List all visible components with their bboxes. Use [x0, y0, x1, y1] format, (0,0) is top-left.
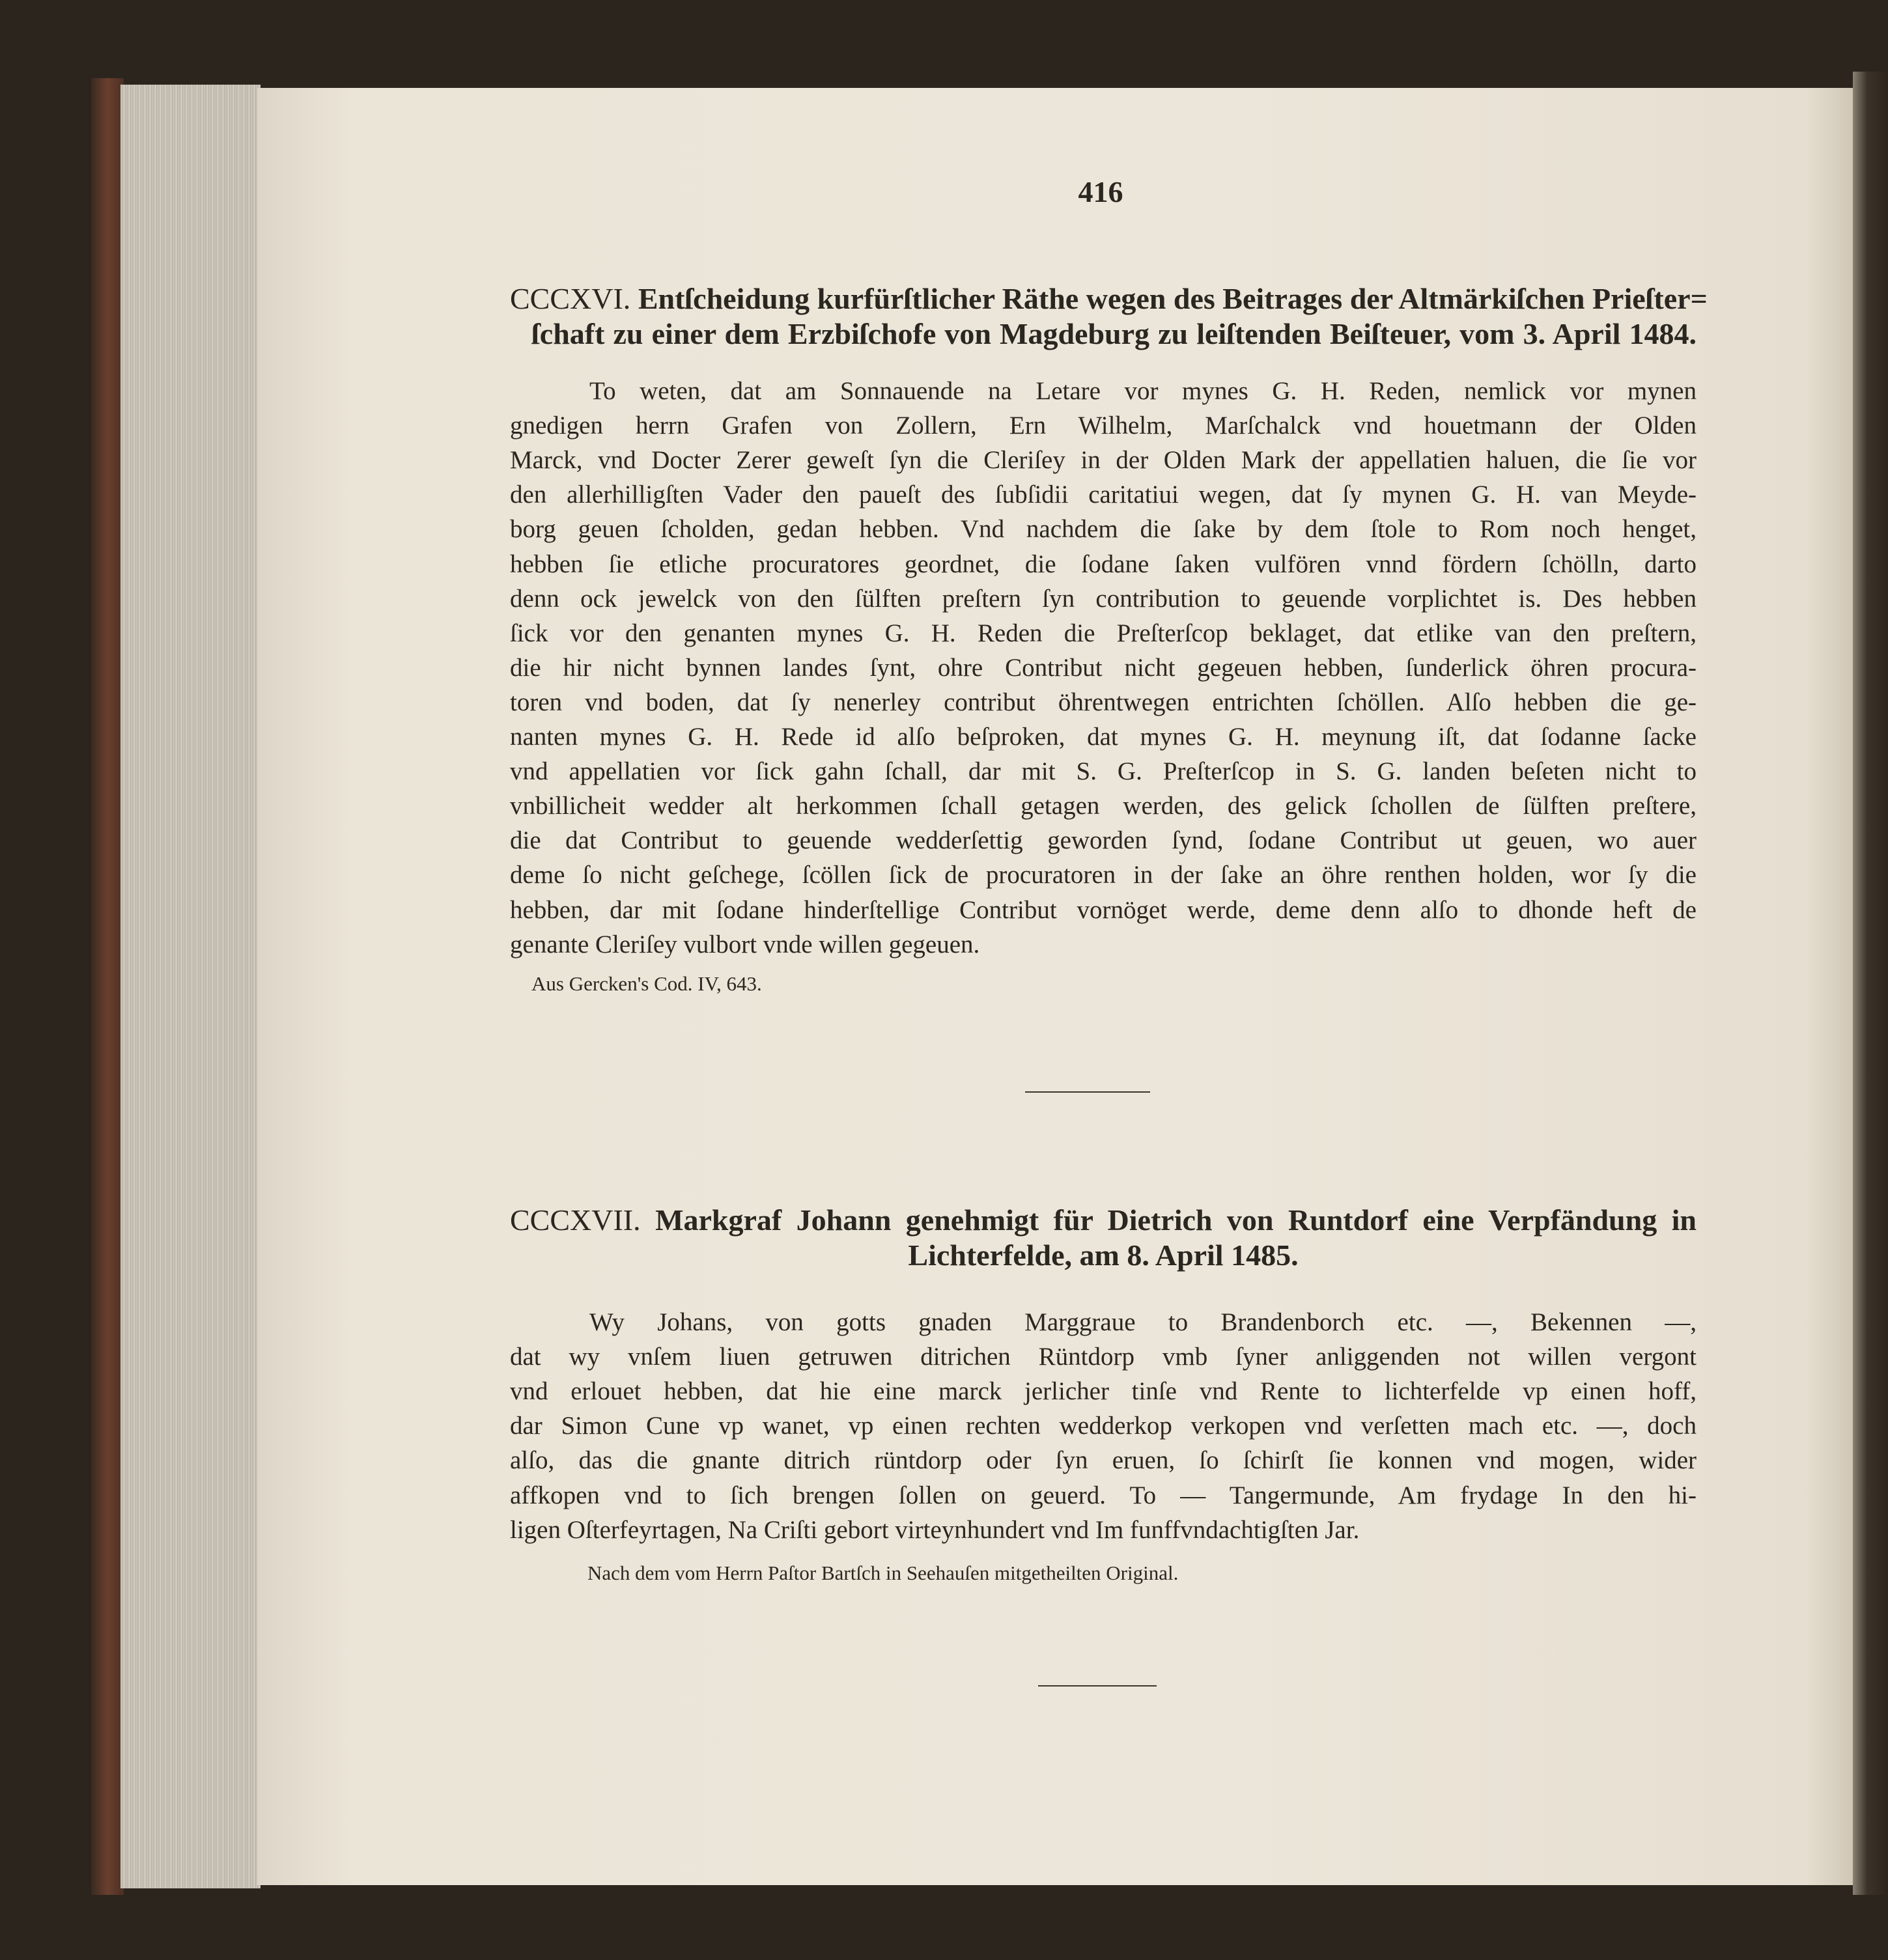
text-line: den allerhilligſten Vader den paueſt des ſubſidii caritatiui wegen, dat ſy mynen G. H. van Meyde- [510, 481, 1697, 509]
section-number: CCCXVII. [510, 1203, 641, 1237]
text-line: genante Cleriſey vulbort vnde willen gegeuen. [510, 930, 980, 959]
text-line: ligen Oſterfeyrtagen, Na Criſti gebort virteynhundert vnd Im funffvndachtigſten Jar. [510, 1515, 1360, 1544]
section-heading-1-line2: ſchaft zu einer dem Erzbiſchofe von Magdeburg zu leiſtenden Beiſteuer, vom 3. April 1484. [531, 317, 1697, 350]
heading-text: Markgraf Johann genehmigt für Dietrich von Runtdorf eine Verpfändung in [655, 1203, 1697, 1237]
text-line: ſick vor den genanten mynes G. H. Reden die Preſterſcop beklaget, dat etlike van den preſtern, [510, 619, 1697, 647]
text-line: Marck, vnd Docter Zerer geweſt ſyn die Cleriſey in der Olden Mark der appellatien haluen, die ſie vor [510, 446, 1697, 475]
text-line: nanten mynes G. H. Rede id alſo beſproken, dat mynes G. H. meynung iſt, dat ſodanne ſacke [510, 723, 1697, 751]
section-divider [1025, 1091, 1150, 1093]
text-line: hebben ſie etliche procuratores geordnet, die ſodane ſaken vulfören vnnd fördern ſchölln, darto [510, 550, 1697, 578]
source-note-1: Aus Gercken's Cod. IV, 643. [531, 972, 762, 995]
source-note-2: Nach dem vom Herrn Paſtor Bartſch in Seehauſen mitgetheilten Original. [587, 1561, 1179, 1584]
text-line: vnd erlouet hebben, dat hie eine marck jerlicher tinſe vnd Rente to lichterfelde vp einen hoff, [510, 1377, 1697, 1406]
text-line: deme ſo nicht geſchege, ſcöllen ſick de procuratoren in der ſake an öhre renthen holden, wor ſy die [510, 861, 1697, 889]
text-line: hebben, dar mit ſodane hinderſtellige Contribut vornöget werde, deme denn alſo to dhonde heft de [510, 895, 1697, 924]
text-line: affkopen vnd to ſich brengen ſollen on geuerd. To — Tangermunde, Am frydage In den hi- [510, 1481, 1697, 1509]
text-line: alſo, das die gnante ditrich rüntdorp oder ſyn eruen, ſo ſchirſt ſie konnen vnd mogen, wider [510, 1446, 1697, 1475]
section-heading-2-line2: Lichterfelde, am 8. April 1485. [908, 1239, 1299, 1272]
text-line: die dat Contribut to geuende wedderſettig geworden ſynd, ſodane Contribut ut geuen, wo auer [510, 826, 1697, 855]
page-stack [120, 85, 261, 1888]
text-line: vnbillicheit wedder alt herkommen ſchall getagen werden, des gelick ſchollen de ſülften preſtere, [510, 792, 1697, 820]
book-cover-edge [91, 78, 124, 1895]
text-line: dar Simon Cune vp wanet, vp einen rechten wedderkop verkopen vnd verſetten mach etc. —, doch [510, 1412, 1697, 1440]
book-right-edge [1853, 72, 1888, 1895]
text-line: Wy Johans, von gotts gnaden Marggraue to Brandenborch etc. —, Bekennen —, [589, 1308, 1697, 1336]
section-heading-1-line1 [510, 281, 1708, 316]
section-number: CCCXVI. [510, 282, 631, 315]
section-heading-2-line1 [510, 1203, 1697, 1237]
text-line: vnd appellatien vor ſick gahn ſchall, dar mit S. G. Preſterſcop in S. G. landen beſeten nicht to [510, 757, 1697, 786]
text-line: toren vnd boden, dat ſy nenerley contribut öhrentwegen entrichten ſchöllen. Alſo hebben die ge- [510, 688, 1697, 716]
text-line: borg geuen ſcholden, gedan hebben. Vnd nachdem die ſake by dem ſtole to Rom noch henget, [510, 515, 1697, 544]
book-page [257, 88, 1853, 1885]
page-number: 416 [1078, 175, 1123, 208]
text-line: dat wy vnſem liuen getruwen ditrichen Rüntdorp vmb ſyner anliggenden not willen vergont [510, 1343, 1697, 1371]
text-line: To weten, dat am Sonnauende na Letare vor mynes G. H. Reden, nemlick vor mynen [589, 377, 1697, 405]
heading-text: Entſcheidung kurfürſtlicher Räthe wegen des Beitrages der Altmärkiſchen Prieſter= [638, 282, 1708, 315]
text-line: die hir nicht bynnen landes ſynt, ohre Contribut nicht gegeuen hebben, ſunderlick öhren procura- [510, 653, 1697, 682]
section-divider [1038, 1685, 1157, 1687]
text-line: denn ock jewelck von den ſülften preſtern ſyn contribution to geuende vorplichtet is. Des hebben [510, 584, 1697, 613]
text-line: gnedigen herrn Grafen von Zollern, Ern Wilhelm, Marſchalck vnd houetmann der Olden [510, 412, 1697, 440]
